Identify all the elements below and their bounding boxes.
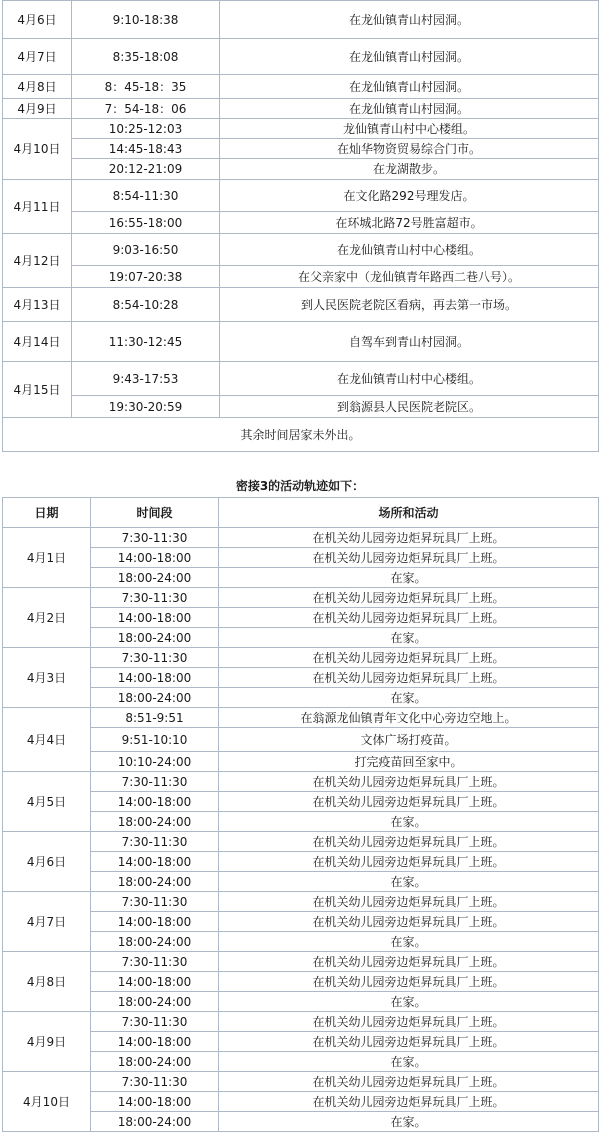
place-cell: 在家。 xyxy=(219,1052,599,1072)
place-cell: 在家。 xyxy=(219,1112,599,1132)
time-cell: 9:51-10:10 xyxy=(91,728,219,752)
place-cell: 在机关幼儿园旁边炬昇玩具厂上班。 xyxy=(219,1092,599,1112)
time-cell: 7：54-18：06 xyxy=(72,99,220,119)
date-cell: 4月6日 xyxy=(3,832,91,892)
table-row xyxy=(3,288,599,322)
date-cell: 4月11日 xyxy=(3,180,72,234)
time-cell: 7:30-11:30 xyxy=(91,772,219,792)
table-row xyxy=(3,1072,599,1092)
place-cell: 在龙仙镇青山村园洞。 xyxy=(220,75,599,99)
table-row xyxy=(3,99,599,119)
time-cell: 14:00-18:00 xyxy=(91,1032,219,1052)
table-row xyxy=(3,688,599,708)
place-cell: 在机关幼儿园旁边炬昇玩具厂上班。 xyxy=(219,1012,599,1032)
table-row xyxy=(3,952,599,972)
place-cell: 在机关幼儿园旁边炬昇玩具厂上班。 xyxy=(219,772,599,792)
time-cell: 14:45-18:43 xyxy=(72,139,220,159)
date-cell: 4月13日 xyxy=(3,288,72,322)
time-cell: 11:30-12:45 xyxy=(72,322,220,362)
table-row xyxy=(3,212,599,234)
table-row xyxy=(3,139,599,159)
place-cell: 在机关幼儿园旁边炬昇玩具厂上班。 xyxy=(219,548,599,568)
time-cell: 18:00-24:00 xyxy=(91,992,219,1012)
header-date: 日期 xyxy=(3,498,91,528)
close-contact-3-heading: 密接3的活动轨迹如下： xyxy=(235,479,365,493)
table-row xyxy=(3,992,599,1012)
table-row xyxy=(3,852,599,872)
time-cell: 18:00-24:00 xyxy=(91,1052,219,1072)
date-cell: 4月9日 xyxy=(3,99,72,119)
place-cell: 在家。 xyxy=(219,932,599,952)
table-row xyxy=(3,1012,599,1032)
table-row xyxy=(3,75,599,99)
place-cell: 在翁源龙仙镇青年文化中心旁边空地上。 xyxy=(219,708,599,728)
place-cell: 打完疫苗回至家中。 xyxy=(219,752,599,772)
place-cell: 龙仙镇青山村中心楼组。 xyxy=(220,119,599,139)
time-cell: 14:00-18:00 xyxy=(91,548,219,568)
time-cell: 9:03-16:50 xyxy=(72,234,220,266)
date-cell: 4月14日 xyxy=(3,322,72,362)
date-cell: 4月7日 xyxy=(3,892,91,952)
place-cell: 在机关幼儿园旁边炬昇玩具厂上班。 xyxy=(219,972,599,992)
table-row xyxy=(3,708,599,728)
place-cell: 在机关幼儿园旁边炬昇玩具厂上班。 xyxy=(219,792,599,812)
place-cell: 在父亲家中（龙仙镇青年路西二巷八号）。 xyxy=(220,266,599,288)
time-cell: 18:00-24:00 xyxy=(91,932,219,952)
table-row xyxy=(3,1112,599,1132)
place-cell: 自驾车到青山村园洞。 xyxy=(220,322,599,362)
date-cell: 4月12日 xyxy=(3,234,72,288)
trajectory-table-2 xyxy=(2,497,599,1132)
place-cell: 在机关幼儿园旁边炬昇玩具厂上班。 xyxy=(219,1072,599,1092)
table-row xyxy=(3,728,599,752)
place-cell: 在机关幼儿园旁边炬昇玩具厂上班。 xyxy=(219,528,599,548)
time-cell: 14:00-18:00 xyxy=(91,608,219,628)
time-cell: 19:07-20:38 xyxy=(72,266,220,288)
place-cell: 在机关幼儿园旁边炬昇玩具厂上班。 xyxy=(219,1032,599,1052)
place-cell: 在机关幼儿园旁边炬昇玩具厂上班。 xyxy=(219,608,599,628)
trajectory-table-1 xyxy=(2,0,599,452)
date-cell: 4月7日 xyxy=(3,39,72,75)
place-cell: 在家。 xyxy=(219,872,599,892)
table-row xyxy=(3,568,599,588)
date-cell: 4月15日 xyxy=(3,362,72,418)
table-row xyxy=(3,932,599,952)
time-cell: 10:10-24:00 xyxy=(91,752,219,772)
table-row xyxy=(3,792,599,812)
place-cell: 在龙仙镇青山村园洞。 xyxy=(220,1,599,39)
time-cell: 18:00-24:00 xyxy=(91,812,219,832)
table-row xyxy=(3,159,599,180)
place-cell: 文体广场打疫苗。 xyxy=(219,728,599,752)
time-cell: 20:12-21:09 xyxy=(72,159,220,180)
date-cell: 4月6日 xyxy=(3,1,72,39)
place-cell: 在文化路292号理发店。 xyxy=(220,180,599,212)
table-row xyxy=(3,234,599,266)
date-cell: 4月10日 xyxy=(3,119,72,180)
time-cell: 14:00-18:00 xyxy=(91,912,219,932)
date-cell: 4月8日 xyxy=(3,75,72,99)
table-row xyxy=(3,588,599,608)
place-cell: 在机关幼儿园旁边炬昇玩具厂上班。 xyxy=(219,832,599,852)
time-cell: 14:00-18:00 xyxy=(91,668,219,688)
place-cell: 在家。 xyxy=(219,812,599,832)
table-row xyxy=(3,180,599,212)
time-cell: 7:30-11:30 xyxy=(91,528,219,548)
date-cell: 4月3日 xyxy=(3,648,91,708)
table-row xyxy=(3,648,599,668)
place-cell: 在机关幼儿园旁边炬昇玩具厂上班。 xyxy=(219,912,599,932)
place-cell: 在机关幼儿园旁边炬昇玩具厂上班。 xyxy=(219,588,599,608)
table-row xyxy=(3,266,599,288)
table-row xyxy=(3,1,599,39)
time-cell: 7:30-11:30 xyxy=(91,952,219,972)
time-cell: 9:43-17:53 xyxy=(72,362,220,396)
header-place: 场所和活动 xyxy=(219,498,599,528)
place-cell: 在龙仙镇青山村中心楼组。 xyxy=(220,362,599,396)
table-row xyxy=(3,39,599,75)
time-cell: 10:25-12:03 xyxy=(72,119,220,139)
time-cell: 8:35-18:08 xyxy=(72,39,220,75)
table-row xyxy=(3,972,599,992)
place-cell: 到人民医院老院区看病，再去第一市场。 xyxy=(220,288,599,322)
place-cell: 在机关幼儿园旁边炬昇玩具厂上班。 xyxy=(219,952,599,972)
place-cell: 在家。 xyxy=(219,992,599,1012)
time-cell: 7:30-11:30 xyxy=(91,648,219,668)
time-cell: 8:54-10:28 xyxy=(72,288,220,322)
table-row xyxy=(3,752,599,772)
date-cell: 4月5日 xyxy=(3,772,91,832)
table-row xyxy=(3,812,599,832)
table-row xyxy=(3,1092,599,1112)
trajectory-table-1-body xyxy=(3,1,599,452)
table-row xyxy=(3,772,599,792)
summary-cell: 其余时间居家未外出。 xyxy=(3,418,599,452)
table-row xyxy=(3,832,599,852)
time-cell: 18:00-24:00 xyxy=(91,872,219,892)
time-cell: 18:00-24:00 xyxy=(91,568,219,588)
table-row xyxy=(3,362,599,396)
date-cell: 4月4日 xyxy=(3,708,91,772)
table-row xyxy=(3,872,599,892)
place-cell: 在机关幼儿园旁边炬昇玩具厂上班。 xyxy=(219,668,599,688)
date-cell: 4月9日 xyxy=(3,1012,91,1072)
place-cell: 到翁源县人民医院老院区。 xyxy=(220,396,599,418)
time-cell: 18:00-24:00 xyxy=(91,628,219,648)
table-row xyxy=(3,528,599,548)
place-cell: 在环城北路72号胜富超市。 xyxy=(220,212,599,234)
time-cell: 8：45-18：35 xyxy=(72,75,220,99)
time-cell: 14:00-18:00 xyxy=(91,972,219,992)
table-row xyxy=(3,322,599,362)
trajectory-table-2-body xyxy=(3,528,599,1132)
time-cell: 14:00-18:00 xyxy=(91,852,219,872)
date-cell: 4月8日 xyxy=(3,952,91,1012)
table-row xyxy=(3,628,599,648)
time-cell: 7:30-11:30 xyxy=(91,832,219,852)
table-row xyxy=(3,396,599,418)
trajectory-table-2-header xyxy=(3,498,599,528)
table-row xyxy=(3,119,599,139)
table-row xyxy=(3,608,599,628)
date-cell: 4月10日 xyxy=(3,1072,91,1132)
place-cell: 在机关幼儿园旁边炬昇玩具厂上班。 xyxy=(219,648,599,668)
date-cell: 4月1日 xyxy=(3,528,91,588)
time-cell: 7:30-11:30 xyxy=(91,1072,219,1092)
time-cell: 9:10-18:38 xyxy=(72,1,220,39)
table-row xyxy=(3,892,599,912)
place-cell: 在家。 xyxy=(219,568,599,588)
time-cell: 19:30-20:59 xyxy=(72,396,220,418)
time-cell: 16:55-18:00 xyxy=(72,212,220,234)
time-cell: 7:30-11:30 xyxy=(91,588,219,608)
header-time: 时间段 xyxy=(91,498,219,528)
time-cell: 8:54-11:30 xyxy=(72,180,220,212)
place-cell: 在机关幼儿园旁边炬昇玩具厂上班。 xyxy=(219,892,599,912)
place-cell: 在龙湖散步。 xyxy=(220,159,599,180)
place-cell: 在机关幼儿园旁边炬昇玩具厂上班。 xyxy=(219,852,599,872)
table-row xyxy=(3,668,599,688)
table-row xyxy=(3,548,599,568)
table-row xyxy=(3,1032,599,1052)
time-cell: 18:00-24:00 xyxy=(91,688,219,708)
header-row xyxy=(3,498,599,528)
time-cell: 7:30-11:30 xyxy=(91,892,219,912)
summary-row xyxy=(3,418,599,452)
place-cell: 在龙仙镇青山村园洞。 xyxy=(220,39,599,75)
place-cell: 在龙仙镇青山村中心楼组。 xyxy=(220,234,599,266)
place-cell: 在灿华物资贸易综合门市。 xyxy=(220,139,599,159)
date-cell: 4月2日 xyxy=(3,588,91,648)
time-cell: 14:00-18:00 xyxy=(91,792,219,812)
time-cell: 18:00-24:00 xyxy=(91,1112,219,1132)
place-cell: 在家。 xyxy=(219,688,599,708)
table-row xyxy=(3,912,599,932)
time-cell: 14:00-18:00 xyxy=(91,1092,219,1112)
time-cell: 7:30-11:30 xyxy=(91,1012,219,1032)
time-cell: 8:51-9:51 xyxy=(91,708,219,728)
place-cell: 在龙仙镇青山村园洞。 xyxy=(220,99,599,119)
place-cell: 在家。 xyxy=(219,628,599,648)
table-row xyxy=(3,1052,599,1072)
